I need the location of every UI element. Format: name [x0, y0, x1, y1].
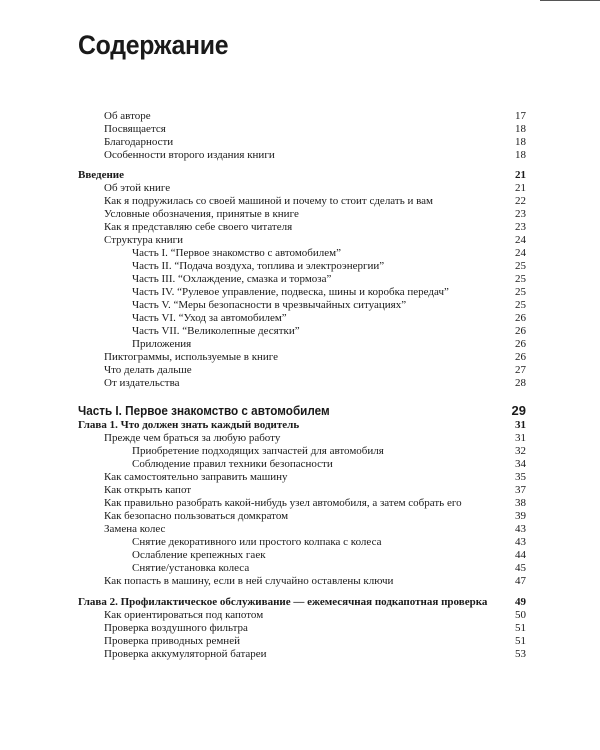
toc-entry	[78, 562, 526, 575]
toc-entry-title: Об этой книге	[104, 182, 171, 194]
toc-entry	[78, 195, 526, 208]
toc-entry	[78, 432, 526, 445]
toc-entry-title: Благодарности	[104, 136, 174, 148]
toc-page-number: 53	[515, 648, 526, 660]
toc-entry-title: Часть III. “Охлаждение, смазка и тормоза”	[132, 273, 332, 285]
toc-entry	[78, 484, 526, 497]
toc-entry	[78, 136, 526, 149]
toc-page-number: 18	[515, 123, 526, 135]
toc-entry-title: Часть VI. “Уход за автомобилем”	[132, 312, 287, 324]
toc-page-number: 28	[515, 377, 526, 389]
toc-entry-title: Проверка аккумуляторной батареи	[104, 648, 267, 660]
toc-page-number: 29	[511, 403, 526, 418]
toc-entry-title: Глава 2. Профилактическое обслуживание — ежемесячная подкапотная проверка	[78, 596, 488, 608]
toc-page-number: 31	[515, 419, 526, 431]
toc-entry	[78, 338, 526, 351]
toc-entry	[78, 377, 526, 390]
toc-page-number: 24	[515, 247, 526, 259]
toc-entry-title: Глава 1. Что должен знать каждый водитель	[78, 419, 300, 431]
toc-entry	[78, 635, 526, 648]
toc-page-number: 31	[515, 432, 526, 444]
toc-entry	[78, 221, 526, 234]
toc-entry-title: Пиктограммы, используемые в книге	[104, 351, 279, 363]
toc-entry	[78, 299, 526, 312]
toc-entry-title: Соблюдение правил техники безопасности	[132, 458, 333, 470]
toc-page-number: 35	[515, 471, 526, 483]
toc-page-number: 39	[515, 510, 526, 522]
toc-entry-title: Структура книги	[104, 234, 183, 246]
toc-page-number: 23	[515, 208, 526, 220]
toc-entry-title: Часть I. Первое знакомство с автомобилем	[78, 403, 330, 418]
toc-page-number: 25	[515, 286, 526, 298]
toc-page-number: 43	[515, 523, 526, 535]
toc-entry-title: Часть V. “Меры безопасности в чрезвычайных ситуациях”	[132, 299, 407, 311]
toc-entry	[78, 458, 526, 471]
toc-entry	[78, 260, 526, 273]
toc-entry-title: От издательства	[104, 377, 180, 389]
toc-page-number: 27	[515, 364, 526, 376]
toc-entry-title: Прежде чем браться за любую работу	[104, 432, 281, 444]
toc-entry-title: Как безопасно пользоваться домкратом	[104, 510, 289, 522]
toc-entry	[78, 325, 526, 338]
toc-entry	[78, 364, 526, 377]
toc-page-number: 26	[515, 351, 526, 363]
toc-entry	[78, 123, 526, 136]
toc-entry	[78, 247, 526, 260]
toc-entry-title: Как самостоятельно заправить машину	[104, 471, 288, 483]
toc-entry-title: Часть VII. “Великолепные десятки”	[132, 325, 300, 337]
toc-entry	[78, 575, 526, 588]
toc-entry-title: Приложения	[132, 338, 192, 350]
toc-page-number: 44	[515, 549, 526, 561]
toc-page-number: 34	[515, 458, 526, 470]
toc-entry	[78, 312, 526, 325]
toc-chapter-heading	[78, 419, 526, 432]
toc-entry-title: Часть II. “Подача воздуха, топлива и электроэнергии”	[132, 260, 385, 272]
toc-entry-title: Как я подружилась со своей машиной и почему to стоит сделать и вам	[104, 195, 434, 207]
toc-entry-title: Как ориентироваться под капотом	[104, 609, 264, 621]
toc-page-number: 37	[515, 484, 526, 496]
toc-entry	[78, 149, 526, 162]
toc-page-number: 24	[515, 234, 526, 246]
page-title: Содержание	[78, 30, 229, 60]
toc-chapter-heading	[78, 169, 526, 182]
section-gap	[78, 390, 526, 403]
toc-entry-title: Об авторе	[104, 110, 151, 122]
toc-entry-title: Условные обозначения, принятые в книге	[104, 208, 299, 220]
toc-page-number: 38	[515, 497, 526, 509]
toc-entry-title: Снятие декоративного или простого колпака с колеса	[132, 536, 382, 548]
toc-page-number: 32	[515, 445, 526, 457]
toc-entry	[78, 471, 526, 484]
toc-page-number: 26	[515, 338, 526, 350]
toc-page-number: 47	[515, 575, 526, 587]
toc-entry	[78, 497, 526, 510]
toc-entry-title: Как открыть капот	[104, 484, 192, 496]
toc-entry	[78, 648, 526, 661]
page-edge-line	[540, 0, 600, 1]
toc-entry-title: Проверка приводных ремней	[104, 635, 240, 647]
toc-page-number: 25	[515, 273, 526, 285]
toc-entry	[78, 351, 526, 364]
section-gap	[78, 588, 526, 596]
toc-entry	[78, 286, 526, 299]
toc-page-number: 21	[515, 182, 526, 194]
toc-entry-title: Как попасть в машину, если в ней случайно оставлены ключи	[104, 575, 394, 587]
toc-page-number: 25	[515, 299, 526, 311]
toc-chapter-heading	[78, 596, 526, 609]
toc-entry-title: Введение	[78, 169, 125, 181]
toc-page-number: 51	[515, 622, 526, 634]
toc-page-number: 43	[515, 536, 526, 548]
toc-page-number: 26	[515, 312, 526, 324]
toc-entry	[78, 609, 526, 622]
toc-page-number: 23	[515, 221, 526, 233]
toc-entry	[78, 622, 526, 635]
toc-entry	[78, 234, 526, 247]
toc-entry	[78, 536, 526, 549]
toc-entry	[78, 445, 526, 458]
toc-page-number: 49	[515, 596, 526, 608]
section-gap	[78, 162, 526, 169]
toc-entry	[78, 273, 526, 286]
toc-entry-title: Проверка воздушного фильтра	[104, 622, 248, 634]
toc-entry-title: Часть I. “Первое знакомство с автомобилем”	[132, 247, 341, 259]
toc-entry	[78, 208, 526, 221]
toc-entry-title: Ослабление крепежных гаек	[132, 549, 266, 561]
toc-entry	[78, 549, 526, 562]
toc-entry-title: Замена колес	[104, 523, 166, 535]
toc-page-number: 21	[515, 169, 526, 181]
toc-page-number: 50	[515, 609, 526, 621]
toc-entry-title: Как правильно разобрать какой-нибудь узел автомобиля, а затем собрать его	[104, 497, 462, 509]
toc-entry-title: Посвящается	[104, 123, 166, 135]
toc-page-number: 51	[515, 635, 526, 647]
toc-entry-title: Что делать дальше	[104, 364, 192, 376]
toc-entry-title: Особенности второго издания книги	[104, 149, 275, 161]
toc-page-number: 26	[515, 325, 526, 337]
toc-entry	[78, 510, 526, 523]
toc-entry-title: Как я представляю себе своего читателя	[104, 221, 293, 233]
toc-entry-title: Приобретение подходящих запчастей для автомобиля	[132, 445, 384, 457]
toc-page-number: 45	[515, 562, 526, 574]
toc-part-heading	[78, 403, 526, 419]
toc-entry-title: Снятие/установка колеса	[132, 562, 250, 574]
toc-page-number: 18	[515, 136, 526, 148]
toc-entry	[78, 182, 526, 195]
toc-page-number: 22	[515, 195, 526, 207]
toc-page-number: 17	[515, 110, 526, 122]
toc-entry	[78, 523, 526, 536]
toc-entry-title: Часть IV. “Рулевое управление, подвеска, шины и коробка передач”	[132, 286, 449, 298]
toc-page-number: 25	[515, 260, 526, 272]
table-of-contents	[78, 110, 526, 661]
toc-entry	[78, 110, 526, 123]
toc-page-number: 18	[515, 149, 526, 161]
